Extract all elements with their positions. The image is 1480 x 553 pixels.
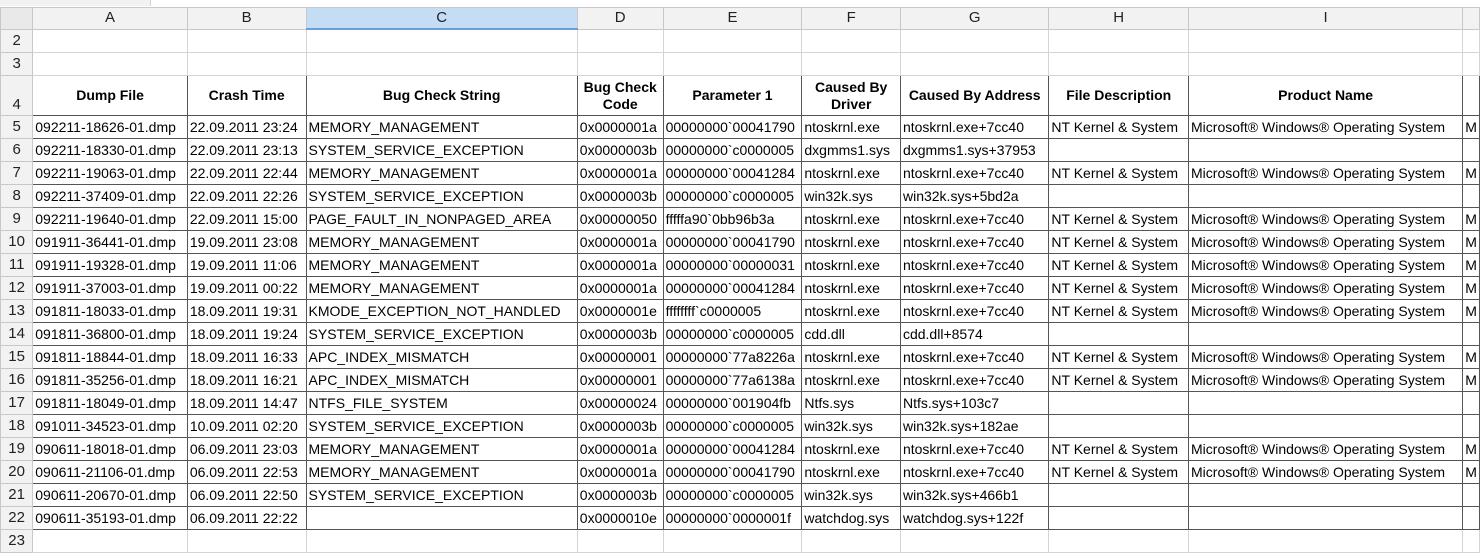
cell-bug-check-code[interactable]: 0x0000010e — [577, 507, 663, 530]
cell[interactable] — [577, 53, 663, 76]
cell-product-name[interactable]: Microsoft® Windows® Operating System — [1189, 300, 1463, 323]
cell-caused-by-driver[interactable]: win32k.sys — [802, 484, 901, 507]
cell-bug-check-code[interactable]: 0x00000001 — [577, 346, 663, 369]
cell-parameter-1[interactable]: 00000000`c0000005 — [663, 323, 802, 346]
cell-crash-time[interactable]: 18.09.2011 16:33 — [187, 346, 306, 369]
cell[interactable] — [1463, 530, 1480, 553]
cell-overflow[interactable]: M — [1463, 277, 1480, 300]
cell-file-description[interactable]: NT Kernel & System — [1049, 116, 1189, 139]
cell-crash-time[interactable]: 10.09.2011 02:20 — [187, 415, 306, 438]
cell-bug-check-string[interactable]: APC_INDEX_MISMATCH — [306, 369, 577, 392]
cell-parameter-1[interactable]: 00000000`77a6138a — [663, 369, 802, 392]
cell-overflow[interactable]: M — [1463, 369, 1480, 392]
cell-product-name[interactable] — [1189, 139, 1463, 162]
cell-caused-by-address[interactable]: ntoskrnl.exe+7cc40 — [900, 116, 1048, 139]
cell[interactable] — [187, 530, 306, 553]
cell-caused-by-address[interactable]: win32k.sys+5bd2a — [900, 185, 1048, 208]
cell-overflow[interactable]: M — [1463, 231, 1480, 254]
cell-bug-check-string[interactable]: SYSTEM_SERVICE_EXCEPTION — [306, 415, 577, 438]
cell-dump-file[interactable]: 091811-35256-01.dmp — [33, 369, 188, 392]
row-header-3[interactable]: 3 — [1, 53, 33, 76]
cell-parameter-1[interactable]: 00000000`001904fb — [663, 392, 802, 415]
cell-caused-by-address[interactable]: ntoskrnl.exe+7cc40 — [900, 231, 1048, 254]
cell-caused-by-address[interactable]: ntoskrnl.exe+7cc40 — [900, 300, 1048, 323]
cell[interactable] — [663, 29, 802, 53]
cell-bug-check-code[interactable]: 0x0000003b — [577, 484, 663, 507]
cell-caused-by-driver[interactable]: ntoskrnl.exe — [802, 162, 901, 185]
cell-bug-check-string[interactable]: APC_INDEX_MISMATCH — [306, 346, 577, 369]
row-header[interactable]: 10 — [1, 231, 33, 254]
cell-crash-time[interactable]: 19.09.2011 00:22 — [187, 277, 306, 300]
table-row — [1, 231, 1480, 254]
row-header-2[interactable]: 2 — [1, 29, 33, 53]
cell[interactable] — [663, 530, 802, 553]
cell-file-description[interactable] — [1049, 392, 1189, 415]
cell-bug-check-string[interactable]: MEMORY_MANAGEMENT — [306, 254, 577, 277]
cell-dump-file[interactable]: 090611-18018-01.dmp — [33, 438, 188, 461]
cell-crash-time[interactable]: 18.09.2011 19:31 — [187, 300, 306, 323]
row-header[interactable]: 6 — [1, 139, 33, 162]
cell-caused-by-driver[interactable]: ntoskrnl.exe — [802, 438, 901, 461]
cell-overflow[interactable]: M — [1463, 461, 1480, 484]
cell-file-description[interactable] — [1049, 323, 1189, 346]
toolbar-tab — [0, 0, 151, 6]
cell[interactable] — [802, 29, 901, 53]
cell-bug-check-code[interactable]: 0x0000001a — [577, 116, 663, 139]
cell-bug-check-code[interactable]: 0x0000001a — [577, 231, 663, 254]
cell-caused-by-address[interactable]: ntoskrnl.exe+7cc40 — [900, 438, 1048, 461]
cell-dump-file[interactable]: 091811-36800-01.dmp — [33, 323, 188, 346]
cell-caused-by-driver[interactable]: ntoskrnl.exe — [802, 369, 901, 392]
cell[interactable] — [900, 530, 1048, 553]
row-header[interactable]: 5 — [1, 116, 33, 139]
cell-product-name[interactable]: Microsoft® Windows® Operating System — [1189, 162, 1463, 185]
cell-file-description[interactable] — [1049, 185, 1189, 208]
cell-dump-file[interactable]: 092211-18626-01.dmp — [33, 116, 188, 139]
cell-caused-by-address[interactable]: win32k.sys+182ae — [900, 415, 1048, 438]
table-row — [1, 277, 1480, 300]
column-header-e[interactable]: E — [663, 8, 802, 30]
cell-bug-check-code[interactable]: 0x0000003b — [577, 323, 663, 346]
cell-product-name[interactable] — [1189, 392, 1463, 415]
cell-product-name[interactable]: Microsoft® Windows® Operating System — [1189, 231, 1463, 254]
cell-caused-by-address[interactable]: ntoskrnl.exe+7cc40 — [900, 277, 1048, 300]
cell-overflow[interactable] — [1463, 484, 1480, 507]
cell-bug-check-string[interactable]: MEMORY_MANAGEMENT — [306, 116, 577, 139]
table-row — [1, 346, 1480, 369]
cell-bug-check-code[interactable]: 0x0000001a — [577, 162, 663, 185]
cell-caused-by-driver[interactable]: win32k.sys — [802, 415, 901, 438]
cell-file-description[interactable]: NT Kernel & System — [1049, 254, 1189, 277]
cell[interactable] — [1189, 53, 1463, 76]
cell-caused-by-driver[interactable]: ntoskrnl.exe — [802, 208, 901, 231]
column-header-i[interactable]: I — [1189, 8, 1463, 30]
spreadsheet-grid — [0, 7, 1480, 553]
row-header[interactable]: 22 — [1, 507, 33, 530]
cell-overflow[interactable]: M — [1463, 162, 1480, 185]
cell[interactable] — [663, 53, 802, 76]
cell-bug-check-code[interactable]: 0x00000024 — [577, 392, 663, 415]
toolbar-remnant — [0, 0, 1480, 7]
cell-dump-file[interactable]: 092211-19640-01.dmp — [33, 208, 188, 231]
cell-parameter-1[interactable]: 00000000`00041284 — [663, 438, 802, 461]
cell-file-description[interactable]: NT Kernel & System — [1049, 438, 1189, 461]
cell-parameter-1[interactable]: 00000000`00041790 — [663, 461, 802, 484]
row-header-4[interactable]: 4 — [1, 76, 33, 116]
cell-dump-file[interactable]: 092211-18330-01.dmp — [33, 139, 188, 162]
cell-crash-time[interactable]: 18.09.2011 14:47 — [187, 392, 306, 415]
row-header[interactable]: 20 — [1, 461, 33, 484]
cell-bug-check-string[interactable]: MEMORY_MANAGEMENT — [306, 438, 577, 461]
cell-dump-file[interactable]: 091811-18049-01.dmp — [33, 392, 188, 415]
cell-caused-by-address[interactable]: win32k.sys+466b1 — [900, 484, 1048, 507]
sheet-row-2 — [1, 29, 1480, 53]
cell-crash-time[interactable]: 18.09.2011 19:24 — [187, 323, 306, 346]
cell[interactable] — [306, 53, 577, 76]
cell-caused-by-driver[interactable]: ntoskrnl.exe — [802, 277, 901, 300]
sheet-row-3 — [1, 53, 1480, 76]
cell-file-description[interactable]: NT Kernel & System — [1049, 369, 1189, 392]
cell-overflow[interactable] — [1463, 185, 1480, 208]
cell-dump-file[interactable]: 090611-35193-01.dmp — [33, 507, 188, 530]
cell-crash-time[interactable]: 19.09.2011 11:06 — [187, 254, 306, 277]
cell-overflow[interactable] — [1463, 507, 1480, 530]
row-header[interactable]: 12 — [1, 277, 33, 300]
cell-crash-time[interactable]: 06.09.2011 23:03 — [187, 438, 306, 461]
table-row — [1, 300, 1480, 323]
cell-file-description[interactable]: NT Kernel & System — [1049, 162, 1189, 185]
cell-dump-file[interactable]: 091811-18033-01.dmp — [33, 300, 188, 323]
cell-bug-check-string[interactable]: NTFS_FILE_SYSTEM — [306, 392, 577, 415]
cell-product-name[interactable] — [1189, 484, 1463, 507]
cell-crash-time[interactable]: 18.09.2011 16:21 — [187, 369, 306, 392]
cell-parameter-1[interactable]: 00000000`c0000005 — [663, 185, 802, 208]
cell-file-description[interactable] — [1049, 484, 1189, 507]
header-caused-by-driver[interactable]: Caused By Driver — [802, 76, 901, 116]
cell-caused-by-driver[interactable]: watchdog.sys — [802, 507, 901, 530]
table-row — [1, 254, 1480, 277]
cell-parameter-1[interactable]: 00000000`00000031 — [663, 254, 802, 277]
cell-caused-by-driver[interactable]: ntoskrnl.exe — [802, 346, 901, 369]
cell-product-name[interactable]: Microsoft® Windows® Operating System — [1189, 116, 1463, 139]
table-header-row — [1, 76, 1480, 116]
cell-crash-time[interactable]: 06.09.2011 22:53 — [187, 461, 306, 484]
cell-bug-check-code[interactable]: 0x0000003b — [577, 139, 663, 162]
cell-product-name[interactable] — [1189, 323, 1463, 346]
cell[interactable] — [187, 53, 306, 76]
cell-bug-check-code[interactable]: 0x0000001a — [577, 438, 663, 461]
cell-crash-time[interactable]: 22.09.2011 23:24 — [187, 116, 306, 139]
cell-product-name[interactable]: Microsoft® Windows® Operating System — [1189, 208, 1463, 231]
cell[interactable] — [1049, 530, 1189, 553]
cell-file-description[interactable]: NT Kernel & System — [1049, 208, 1189, 231]
cell-bug-check-string[interactable]: MEMORY_MANAGEMENT — [306, 231, 577, 254]
column-header-h[interactable]: H — [1049, 8, 1189, 30]
cell-file-description[interactable] — [1049, 507, 1189, 530]
cell-file-description[interactable]: NT Kernel & System — [1049, 300, 1189, 323]
column-header-f[interactable]: F — [802, 8, 901, 30]
cell-product-name[interactable]: Microsoft® Windows® Operating System — [1189, 277, 1463, 300]
column-header-d[interactable]: D — [577, 8, 663, 30]
cell-product-name[interactable]: Microsoft® Windows® Operating System — [1189, 461, 1463, 484]
cell-parameter-1[interactable]: fffffa90`0bb96b3a — [663, 208, 802, 231]
cell[interactable] — [1189, 29, 1463, 53]
cell-caused-by-driver[interactable]: Ntfs.sys — [802, 392, 901, 415]
cell-caused-by-address[interactable]: Ntfs.sys+103c7 — [900, 392, 1048, 415]
cell-bug-check-code[interactable]: 0x0000001e — [577, 300, 663, 323]
table-row — [1, 116, 1480, 139]
table-row — [1, 323, 1480, 346]
table-row — [1, 507, 1480, 530]
row-header[interactable]: 7 — [1, 162, 33, 185]
cell[interactable] — [802, 53, 901, 76]
cell-dump-file[interactable]: 090611-20670-01.dmp — [33, 484, 188, 507]
cell-crash-time[interactable]: 22.09.2011 22:44 — [187, 162, 306, 185]
cell[interactable] — [1049, 53, 1189, 76]
cell-parameter-1[interactable]: ffffffff`c0000005 — [663, 300, 802, 323]
column-header-g[interactable]: G — [900, 8, 1048, 30]
header-bug-check-code[interactable]: Bug Check Code — [577, 76, 663, 116]
cell-dump-file[interactable]: 091911-37003-01.dmp — [33, 277, 188, 300]
table-row — [1, 438, 1480, 461]
cell-bug-check-string[interactable]: MEMORY_MANAGEMENT — [306, 461, 577, 484]
cell-parameter-1[interactable]: 00000000`00041284 — [663, 162, 802, 185]
cell-caused-by-address[interactable]: ntoskrnl.exe+7cc40 — [900, 254, 1048, 277]
cell-bug-check-code[interactable]: 0x00000001 — [577, 369, 663, 392]
cell-dump-file[interactable]: 091011-34523-01.dmp — [33, 415, 188, 438]
cell-overflow[interactable] — [1463, 323, 1480, 346]
cell-bug-check-string[interactable]: MEMORY_MANAGEMENT — [306, 162, 577, 185]
cell-caused-by-driver[interactable]: ntoskrnl.exe — [802, 116, 901, 139]
row-header[interactable]: 11 — [1, 254, 33, 277]
cell-caused-by-address[interactable]: ntoskrnl.exe+7cc40 — [900, 461, 1048, 484]
cell-caused-by-address[interactable]: ntoskrnl.exe+7cc40 — [900, 162, 1048, 185]
cell-crash-time[interactable]: 22.09.2011 15:00 — [187, 208, 306, 231]
cell-parameter-1[interactable]: 00000000`c0000005 — [663, 139, 802, 162]
cell-bug-check-string[interactable] — [306, 507, 577, 530]
cell-product-name[interactable] — [1189, 415, 1463, 438]
row-header[interactable]: 17 — [1, 392, 33, 415]
cell-product-name[interactable] — [1189, 185, 1463, 208]
header-dump-file[interactable]: Dump File — [33, 76, 188, 116]
header-parameter-1[interactable]: Parameter 1 — [663, 76, 802, 116]
cell-caused-by-address[interactable]: watchdog.sys+122f — [900, 507, 1048, 530]
row-header[interactable]: 18 — [1, 415, 33, 438]
cell-overflow[interactable]: M — [1463, 300, 1480, 323]
cell-bug-check-code[interactable]: 0x0000003b — [577, 185, 663, 208]
row-header[interactable]: 21 — [1, 484, 33, 507]
cell[interactable] — [33, 530, 188, 553]
cell-file-description[interactable] — [1049, 415, 1189, 438]
cell-bug-check-string[interactable]: SYSTEM_SERVICE_EXCEPTION — [306, 139, 577, 162]
cell[interactable] — [33, 29, 188, 53]
cell-bug-check-string[interactable]: SYSTEM_SERVICE_EXCEPTION — [306, 323, 577, 346]
cell-dump-file[interactable]: 091811-18844-01.dmp — [33, 346, 188, 369]
cell-overflow[interactable]: M — [1463, 346, 1480, 369]
column-header-b[interactable]: B — [187, 8, 306, 30]
table-row — [1, 484, 1480, 507]
cell-parameter-1[interactable]: 00000000`77a8226a — [663, 346, 802, 369]
cell[interactable] — [187, 29, 306, 53]
table-row — [1, 415, 1480, 438]
cell-product-name[interactable]: Microsoft® Windows® Operating System — [1189, 438, 1463, 461]
table-row — [1, 369, 1480, 392]
column-header-c[interactable]: C — [306, 8, 577, 30]
cell[interactable] — [577, 530, 663, 553]
cell-bug-check-string[interactable]: KMODE_EXCEPTION_NOT_HANDLED — [306, 300, 577, 323]
cell-file-description[interactable]: NT Kernel & System — [1049, 231, 1189, 254]
cell-parameter-1[interactable]: 00000000`c0000005 — [663, 484, 802, 507]
cell[interactable] — [802, 530, 901, 553]
cell[interactable] — [1049, 29, 1189, 53]
cell[interactable] — [577, 29, 663, 53]
table-row — [1, 139, 1480, 162]
cell-bug-check-code[interactable]: 0x0000001a — [577, 254, 663, 277]
cell-crash-time[interactable]: 22.09.2011 23:13 — [187, 139, 306, 162]
cell-file-description[interactable]: NT Kernel & System — [1049, 277, 1189, 300]
cell-crash-time[interactable]: 06.09.2011 22:22 — [187, 507, 306, 530]
cell-caused-by-driver[interactable]: ntoskrnl.exe — [802, 254, 901, 277]
cell-parameter-1[interactable]: 00000000`00041790 — [663, 231, 802, 254]
cell-bug-check-string[interactable]: SYSTEM_SERVICE_EXCEPTION — [306, 484, 577, 507]
cell-caused-by-driver[interactable]: cdd.dll — [802, 323, 901, 346]
cell-file-description[interactable]: NT Kernel & System — [1049, 461, 1189, 484]
cell[interactable] — [900, 29, 1048, 53]
row-header[interactable]: 15 — [1, 346, 33, 369]
cell[interactable] — [306, 29, 577, 53]
cell-caused-by-address[interactable]: dxgmms1.sys+37953 — [900, 139, 1048, 162]
cell-parameter-1[interactable]: 00000000`00041790 — [663, 116, 802, 139]
table-row — [1, 461, 1480, 484]
header-crash-time[interactable]: Crash Time — [187, 76, 306, 116]
cell-caused-by-driver[interactable]: ntoskrnl.exe — [802, 461, 901, 484]
table-row — [1, 208, 1480, 231]
row-header[interactable]: 19 — [1, 438, 33, 461]
cell[interactable] — [1463, 29, 1480, 53]
cell-parameter-1[interactable]: 00000000`0000001f — [663, 507, 802, 530]
cell-caused-by-address[interactable]: ntoskrnl.exe+7cc40 — [900, 346, 1048, 369]
cell-crash-time[interactable]: 19.09.2011 23:08 — [187, 231, 306, 254]
sheet-row-23 — [1, 530, 1480, 553]
cell-overflow[interactable]: M — [1463, 438, 1480, 461]
cell-caused-by-driver[interactable]: dxgmms1.sys — [802, 139, 901, 162]
table-row — [1, 392, 1480, 415]
cell-bug-check-code[interactable]: 0x0000003b — [577, 415, 663, 438]
row-header-23[interactable]: 23 — [1, 530, 33, 553]
row-header[interactable]: 16 — [1, 369, 33, 392]
table-row — [1, 162, 1480, 185]
cell-dump-file[interactable]: 091911-36441-01.dmp — [33, 231, 188, 254]
cell-product-name[interactable]: Microsoft® Windows® Operating System — [1189, 254, 1463, 277]
cell-overflow[interactable]: M — [1463, 254, 1480, 277]
cell-overflow[interactable] — [1463, 415, 1480, 438]
header-product-name[interactable]: Product Name — [1189, 76, 1463, 116]
cell-overflow[interactable] — [1463, 139, 1480, 162]
cell[interactable] — [900, 53, 1048, 76]
cell[interactable] — [33, 53, 188, 76]
cell-bug-check-string[interactable]: PAGE_FAULT_IN_NONPAGED_AREA — [306, 208, 577, 231]
column-header-row — [1, 8, 1480, 30]
row-header[interactable]: 9 — [1, 208, 33, 231]
cell-parameter-1[interactable]: 00000000`00041284 — [663, 277, 802, 300]
cell-overflow[interactable]: M — [1463, 116, 1480, 139]
cell-overflow[interactable]: M — [1463, 208, 1480, 231]
cell-dump-file[interactable]: 092211-37409-01.dmp — [33, 185, 188, 208]
cell-product-name[interactable] — [1189, 507, 1463, 530]
header-file-description[interactable]: File Description — [1049, 76, 1189, 116]
cell-bug-check-code[interactable]: 0x00000050 — [577, 208, 663, 231]
cell-bug-check-string[interactable]: MEMORY_MANAGEMENT — [306, 277, 577, 300]
cell-caused-by-address[interactable]: cdd.dll+8574 — [900, 323, 1048, 346]
cell-crash-time[interactable]: 06.09.2011 22:50 — [187, 484, 306, 507]
header-caused-by-address[interactable]: Caused By Address — [900, 76, 1048, 116]
table-row — [1, 185, 1480, 208]
cell-overflow[interactable] — [1463, 392, 1480, 415]
cell-bug-check-code[interactable]: 0x0000001a — [577, 277, 663, 300]
cell-crash-time[interactable]: 22.09.2011 22:26 — [187, 185, 306, 208]
cell-dump-file[interactable]: 091911-19328-01.dmp — [33, 254, 188, 277]
cell-caused-by-address[interactable]: ntoskrnl.exe+7cc40 — [900, 369, 1048, 392]
row-header[interactable]: 14 — [1, 323, 33, 346]
cell-dump-file[interactable]: 090611-21106-01.dmp — [33, 461, 188, 484]
header-overflow-cell[interactable] — [1463, 76, 1480, 116]
row-header[interactable]: 13 — [1, 300, 33, 323]
column-header-j-partial[interactable] — [1463, 8, 1480, 30]
cell-dump-file[interactable]: 092211-19063-01.dmp — [33, 162, 188, 185]
cell-parameter-1[interactable]: 00000000`c0000005 — [663, 415, 802, 438]
cell-caused-by-driver[interactable]: win32k.sys — [802, 185, 901, 208]
cell[interactable] — [1189, 530, 1463, 553]
cell-bug-check-code[interactable]: 0x0000001a — [577, 461, 663, 484]
cell-bug-check-string[interactable]: SYSTEM_SERVICE_EXCEPTION — [306, 185, 577, 208]
cell-file-description[interactable] — [1049, 139, 1189, 162]
cell[interactable] — [306, 530, 577, 553]
cell-caused-by-driver[interactable]: ntoskrnl.exe — [802, 231, 901, 254]
column-header-a[interactable]: A — [33, 8, 188, 30]
cell-caused-by-address[interactable]: ntoskrnl.exe+7cc40 — [900, 208, 1048, 231]
cell-file-description[interactable]: NT Kernel & System — [1049, 346, 1189, 369]
select-all-corner[interactable] — [1, 8, 33, 30]
cell-product-name[interactable]: Microsoft® Windows® Operating System — [1189, 369, 1463, 392]
header-bug-check-string[interactable]: Bug Check String — [306, 76, 577, 116]
cell-product-name[interactable]: Microsoft® Windows® Operating System — [1189, 346, 1463, 369]
cell-caused-by-driver[interactable]: ntoskrnl.exe — [802, 300, 901, 323]
row-header[interactable]: 8 — [1, 185, 33, 208]
cell[interactable] — [1463, 53, 1480, 76]
